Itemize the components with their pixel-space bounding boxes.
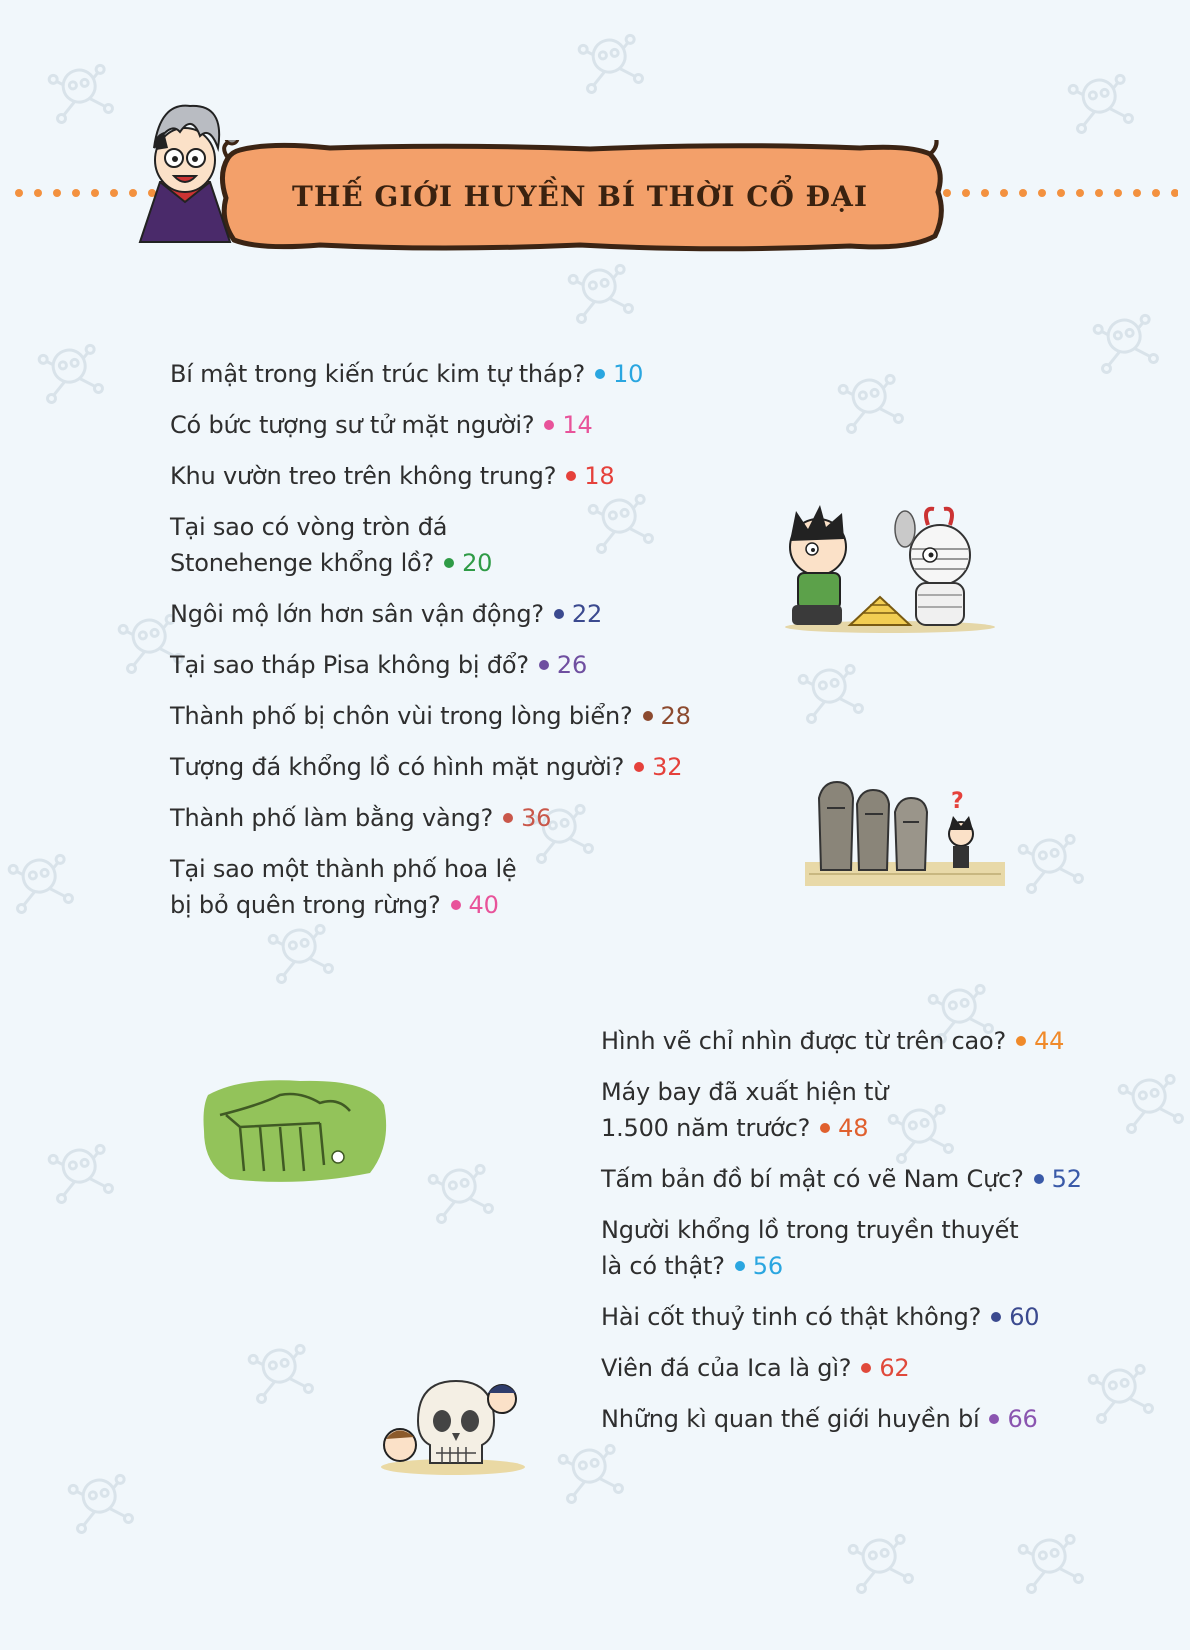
toc-entry: [170, 647, 730, 683]
toc-page-number: 26: [556, 651, 588, 679]
skull-pattern-icon: [68, 1475, 133, 1534]
bullet-dot-icon: [539, 660, 549, 670]
toc-entry-title-line: Máy bay đã xuất hiện từ: [601, 1078, 889, 1106]
skull-pattern-icon: [428, 1165, 493, 1224]
toc-page-number: 44: [1034, 1027, 1065, 1055]
bullet-dot-icon: [643, 711, 653, 721]
bullet-dot-icon: [1034, 1174, 1044, 1184]
bullet-dot-icon: [735, 1261, 745, 1271]
toc-page-number: 48: [838, 1114, 869, 1142]
bullet-dot-icon: [503, 813, 513, 823]
pyramid-mummy-illustration: [780, 505, 1000, 635]
skull-pattern-icon: [8, 855, 73, 914]
toc-entry: [170, 458, 730, 494]
toc-entry-title-line: Thành phố làm bằng vàng? 36: [170, 804, 552, 832]
toc-page-number: 18: [584, 462, 615, 490]
toc-page-number: 14: [562, 411, 593, 439]
toc-entry-title-line: Những kì quan thế giới huyền bí 66: [601, 1405, 1038, 1433]
toc-entry: [601, 1401, 1121, 1437]
toc-entry: [601, 1299, 1121, 1335]
toc-page-number: 66: [1007, 1405, 1038, 1433]
toc-entry: [601, 1161, 1121, 1197]
bullet-dot-icon: [566, 471, 576, 481]
header-dot: [1133, 189, 1141, 197]
toc-page-number: 10: [613, 360, 644, 388]
toc-entry: [170, 851, 730, 923]
toc-page-number: 62: [879, 1354, 910, 1382]
toc-entry-title-line: Ngôi mộ lớn hơn sân vận động? 22: [170, 600, 603, 628]
toc-entry: [170, 800, 730, 836]
header-dot: [34, 189, 42, 197]
toc-entry-title-line: Tấm bản đồ bí mật có vẽ Nam Cực? 52: [601, 1165, 1082, 1193]
crystal-skull-illustration: [378, 1375, 528, 1475]
toc-entry: [601, 1023, 1121, 1059]
toc-page-number: 20: [462, 549, 493, 577]
header-dot: [962, 189, 970, 197]
toc-entry-title-line: Hài cốt thuỷ tinh có thật không? 60: [601, 1303, 1040, 1331]
toc-entry: [170, 509, 730, 581]
bullet-dot-icon: [544, 420, 554, 430]
skull-pattern-icon: [1018, 835, 1083, 894]
toc-entry: [170, 698, 730, 734]
skull-pattern-icon: [38, 345, 103, 404]
skull-pattern-icon: [578, 35, 643, 94]
toc-page-number: 52: [1051, 1165, 1082, 1193]
toc-entry-title-line: Tại sao một thành phố hoa lệ: [170, 855, 517, 883]
bullet-dot-icon: [595, 369, 605, 379]
skull-pattern-icon: [568, 265, 633, 324]
header-dot: [110, 189, 118, 197]
skull-pattern-icon: [558, 1445, 623, 1504]
header-dots-right: [942, 188, 1178, 198]
skull-pattern-icon: [798, 665, 863, 724]
toc-entry-title-line: Tại sao có vòng tròn đá: [170, 513, 448, 541]
toc-entry-title-line: Hình vẽ chỉ nhìn được từ trên cao? 44: [601, 1027, 1065, 1055]
nazca-lines-illustration: [200, 1075, 390, 1185]
toc-page-number: 32: [652, 753, 683, 781]
bullet-dot-icon: [554, 609, 564, 619]
header-dot: [1057, 189, 1065, 197]
header-dot: [1095, 189, 1103, 197]
toc-entry-title-line: Tượng đá khổng lồ có hình mặt người? 32: [170, 753, 683, 781]
toc-entry-title-line: Tại sao tháp Pisa không bị đổ? 26: [170, 651, 588, 679]
skull-pattern-icon: [248, 1345, 313, 1404]
toc-entry-title-line: bị bỏ quên trong rừng? 40: [170, 891, 499, 919]
bullet-dot-icon: [444, 558, 454, 568]
header-dot: [1076, 189, 1084, 197]
toc-entry: [601, 1350, 1121, 1386]
svg-text:?: ?: [951, 789, 964, 814]
toc-page-number: 22: [571, 600, 603, 628]
toc-entry-title-line: Khu vườn treo trên không trung? 18: [170, 462, 615, 490]
header-dot: [1038, 189, 1046, 197]
skull-pattern-icon: [1068, 75, 1133, 134]
header-dot: [53, 189, 61, 197]
toc-entry-title-line: Bí mật trong kiến trúc kim tự tháp? 10: [170, 360, 644, 388]
toc-entry: [170, 596, 730, 632]
toc-page-number: 28: [660, 702, 691, 730]
header-dot: [1019, 189, 1027, 197]
bullet-dot-icon: [861, 1363, 871, 1373]
contents-list-group-2: [601, 1023, 1121, 1452]
toc-entry: [170, 356, 730, 392]
header-dot: [1114, 189, 1122, 197]
skull-pattern-icon: [48, 65, 113, 124]
toc-page-number: 36: [521, 804, 552, 832]
bullet-dot-icon: [989, 1414, 999, 1424]
header-dot: [72, 189, 80, 197]
skull-pattern-icon: [1118, 1075, 1183, 1134]
toc-entry-title-line: Thành phố bị chôn vùi trong lòng biển? 28: [170, 702, 691, 730]
toc-entry: [601, 1212, 1121, 1284]
toc-entry-title-line: là có thật? 56: [601, 1252, 783, 1280]
contents-list-group-1: [170, 356, 730, 938]
toc-page-number: 40: [468, 891, 499, 919]
skull-pattern-icon: [48, 1145, 113, 1204]
toc-page-number: 60: [1009, 1303, 1040, 1331]
toc-entry-title-line: Người khổng lồ trong truyền thuyết: [601, 1216, 1019, 1244]
header-dot: [15, 189, 23, 197]
skull-pattern-icon: [838, 375, 903, 434]
header-dot: [981, 189, 989, 197]
skull-pattern-icon: [848, 1535, 913, 1594]
toc-entry-title-line: Có bức tượng sư tử mặt người? 14: [170, 411, 593, 439]
skull-pattern-icon: [1093, 315, 1158, 374]
bullet-dot-icon: [634, 762, 644, 772]
moai-statues-illustration: [805, 778, 1005, 888]
toc-page-number: 56: [752, 1252, 783, 1280]
toc-entry: [170, 749, 730, 785]
header-dot: [1000, 189, 1008, 197]
toc-entry: [170, 407, 730, 443]
header-dot: [91, 189, 99, 197]
bullet-dot-icon: [1016, 1036, 1026, 1046]
bullet-dot-icon: [451, 900, 461, 910]
toc-entry-title-line: Stonehenge khổng lồ? 20: [170, 549, 493, 577]
skull-pattern-icon: [1018, 1535, 1083, 1594]
toc-entry-title-line: 1.500 năm trước? 48: [601, 1114, 869, 1142]
bullet-dot-icon: [991, 1312, 1001, 1322]
header-dot: [1152, 189, 1160, 197]
toc-entry-title-line: Viên đá của Ica là gì? 62: [601, 1354, 910, 1382]
toc-entry: [601, 1074, 1121, 1146]
chapter-title: THẾ GIỚI HUYỀN BÍ THỜI CỔ ĐẠI: [292, 180, 868, 213]
header-dot: [1171, 189, 1178, 197]
bullet-dot-icon: [820, 1123, 830, 1133]
vampire-boy-mascot-icon: [130, 92, 240, 252]
